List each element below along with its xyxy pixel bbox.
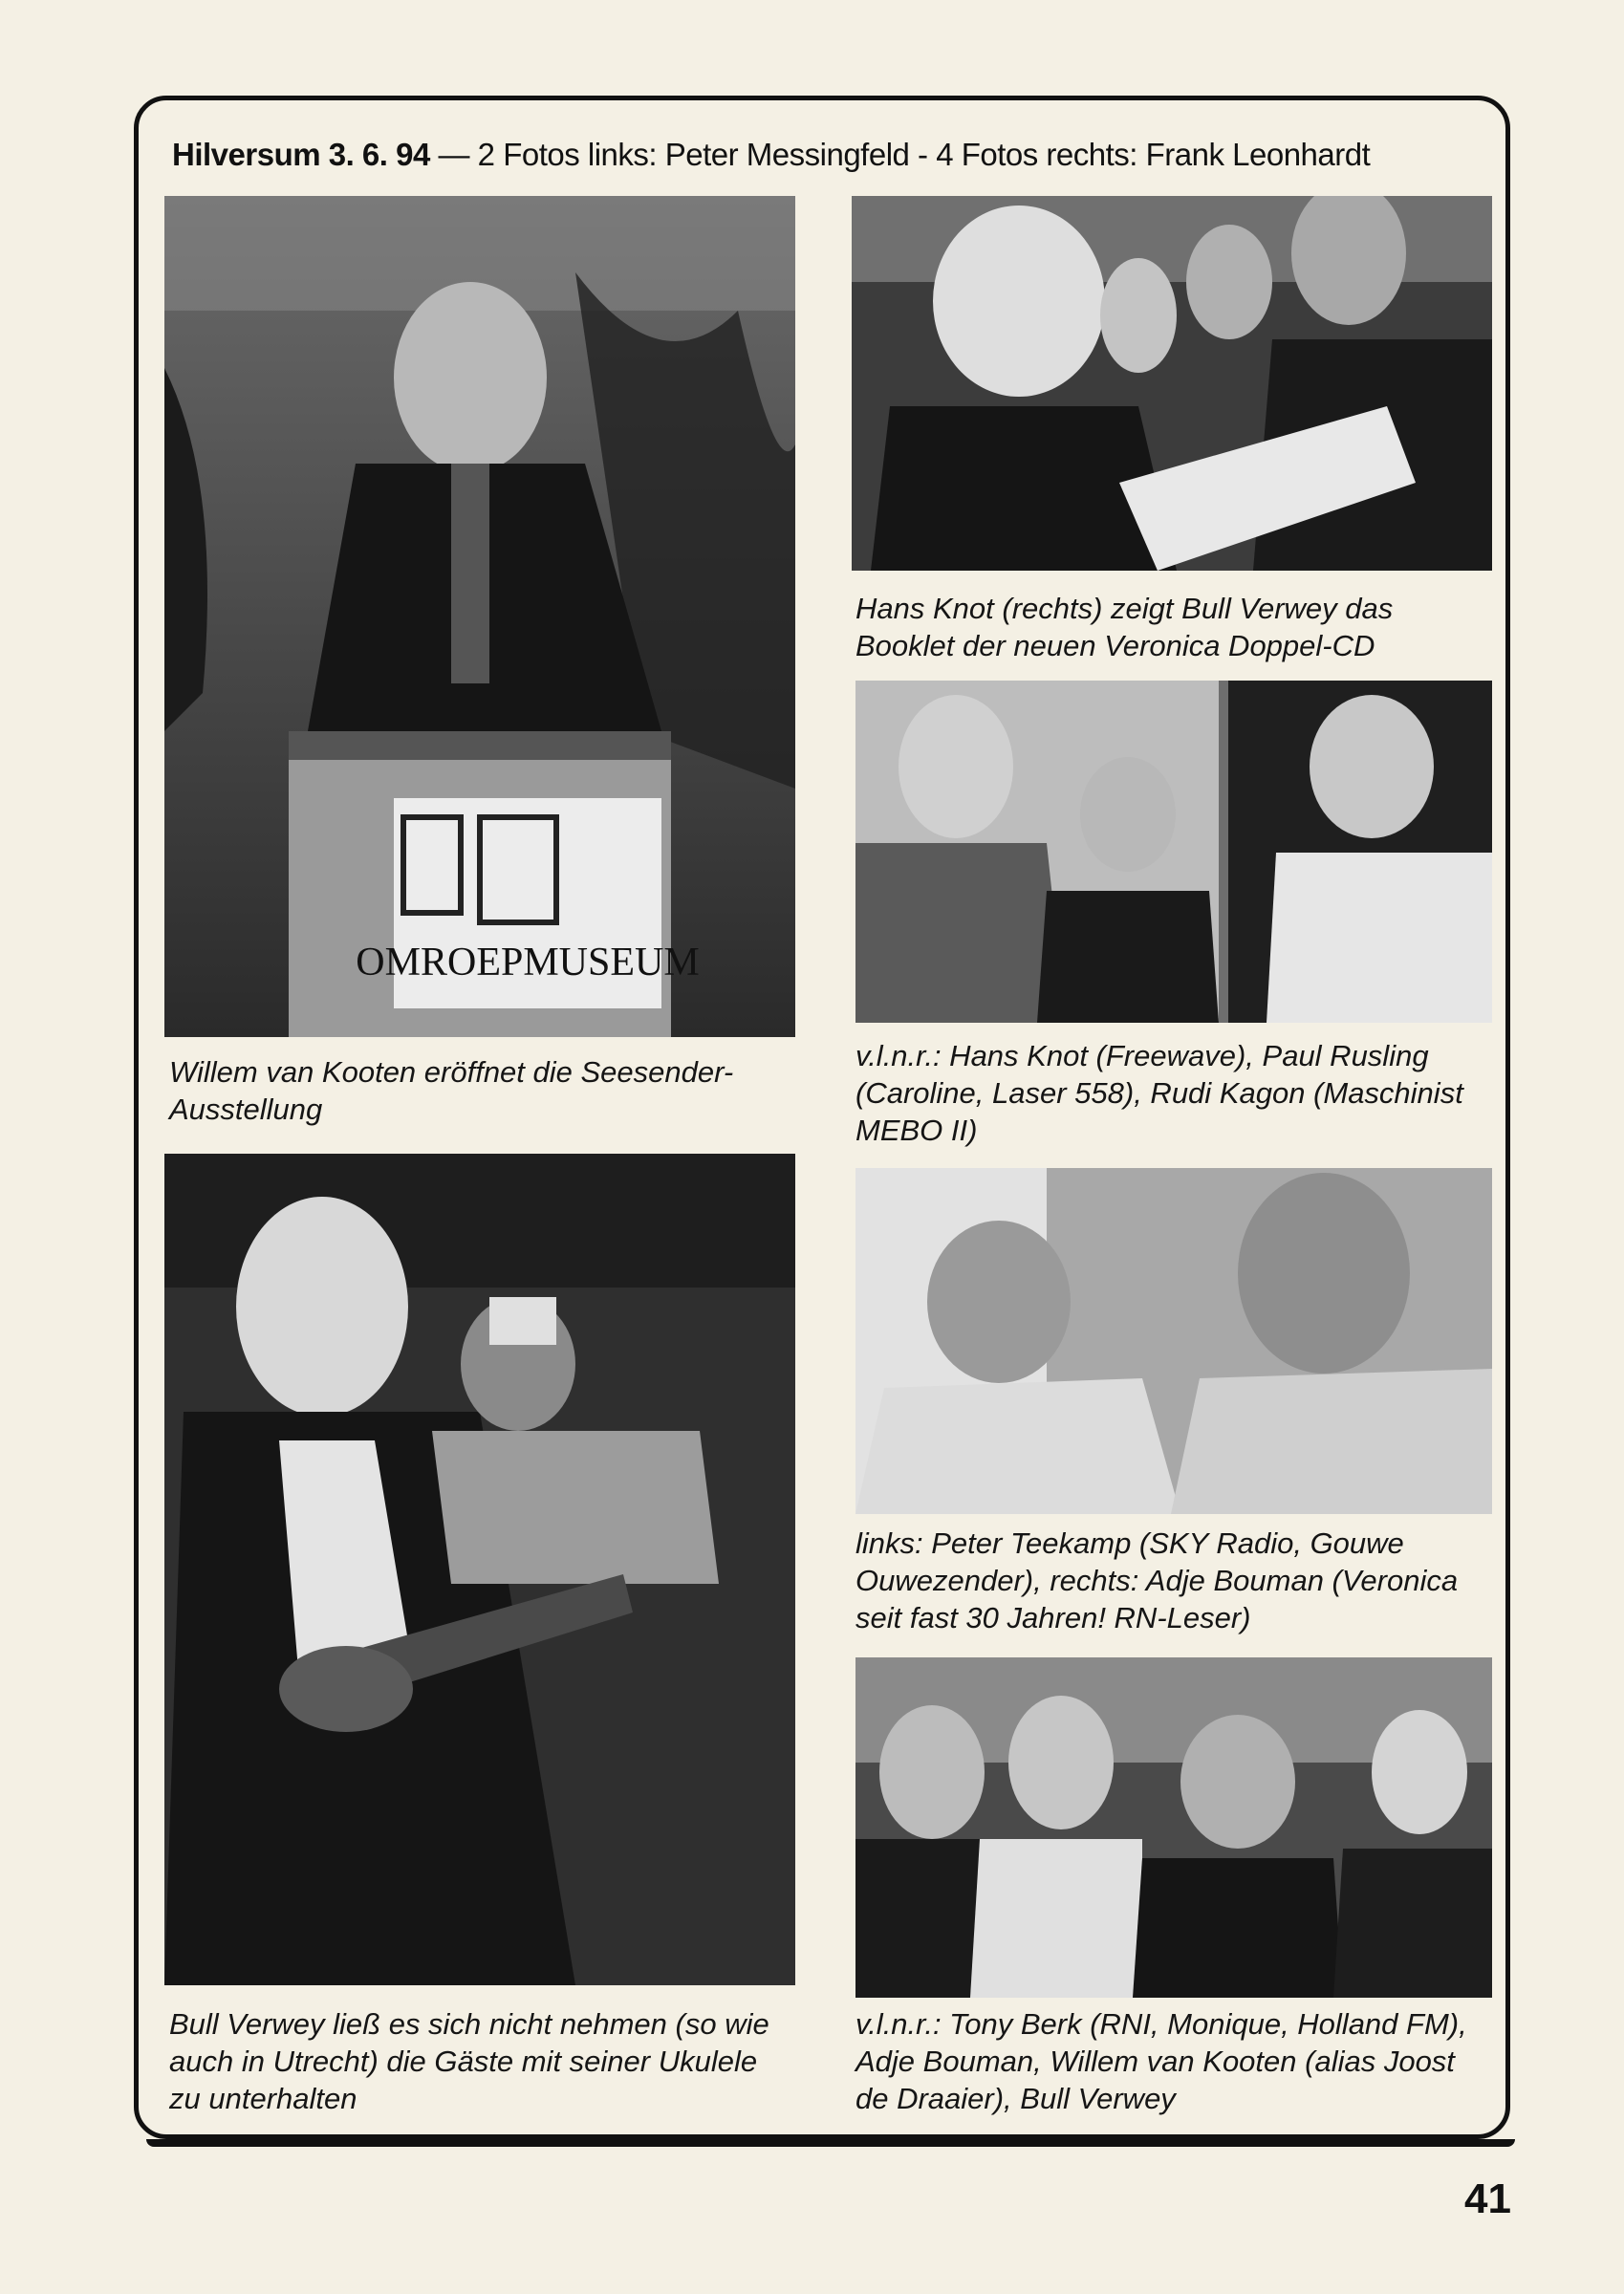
caption-hans: Hans Knot (rechts) zeigt Bull Verwey das Booklet der neuen Veronica Doppel-CD [855, 592, 1394, 662]
photo-bull-ukulele [164, 1154, 795, 1985]
page-header [172, 137, 1370, 173]
photo-teekamp-bouman-image [855, 1168, 1492, 1514]
photo-willem-podium-image [164, 196, 795, 1037]
header-credits: 2 Fotos links: Peter Messingfeld - 4 Fotos rechts: Frank Leonhardt [477, 137, 1371, 172]
photo-four-men-image [855, 1657, 1492, 1998]
photo-four-men [855, 1657, 1492, 1998]
caption-bull: Bull Verwey ließ es sich nicht nehmen (so wie auch in Utrecht) die Gäste mit seiner Ukulele zu unterhalten [169, 2007, 769, 2115]
caption-vlnr-three: v.l.n.r.: Hans Knot (Freewave), Paul Rusling (Caroline, Laser 558), Rudi Kagon (Maschinist MEBO II) [855, 1039, 1463, 1147]
photo-willem-podium [164, 196, 795, 1037]
photo-three-men-image [855, 681, 1492, 1023]
header-dash: — [438, 137, 469, 172]
page-number: 41 [1464, 2175, 1511, 2222]
photo-bull-ukulele-image [164, 1154, 795, 1985]
caption-teekamp-bouman: links: Peter Teekamp (SKY Radio, Gouwe Ouwezender), rechts: Adje Bouman (Veronica seit fast 30 Jahren! RN-Leser) [855, 1526, 1459, 1634]
photo-three-men [855, 681, 1492, 1023]
caption-vlnr-four: v.l.n.r.: Tony Berk (RNI, Monique, Holland FM), Adje Bouman, Willem van Kooten (alias Joost de Draaier), Bull Verwey [855, 2007, 1467, 2115]
photo-teekamp-bouman [855, 1168, 1492, 1514]
photo-hans-booklet [852, 196, 1492, 571]
photo-hans-booklet-image [852, 196, 1492, 571]
header-place-date: Hilversum 3. 6. 94 [172, 137, 430, 172]
podium-sign-text: OMROEPMUSEUM [356, 941, 700, 985]
caption-willem: Willem van Kooten eröffnet die Seesender-Ausstellung [169, 1055, 734, 1126]
